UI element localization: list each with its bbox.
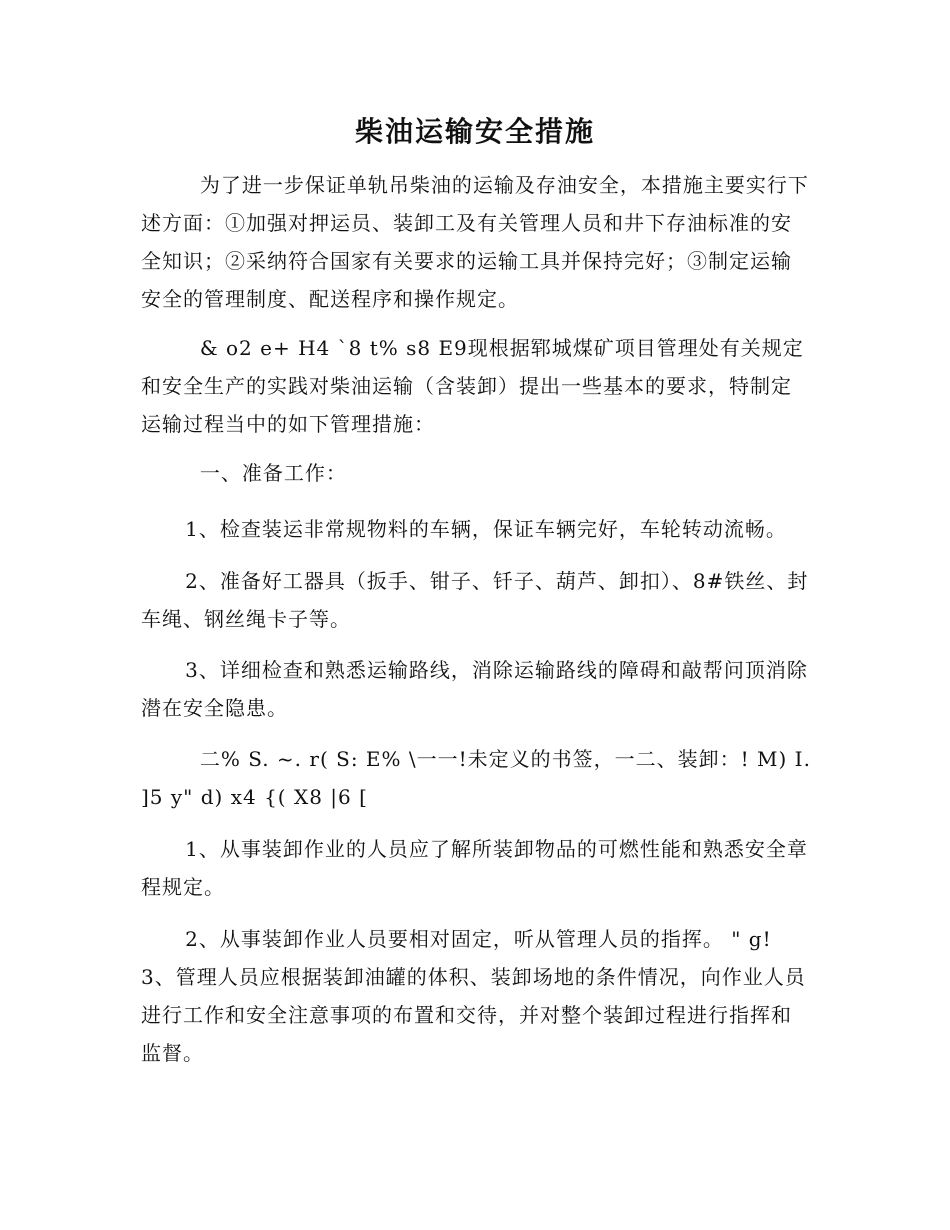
section-heading-preparation: 一、准备工作： xyxy=(141,461,347,485)
paragraph-prep-2: 2、准备好工器具（扳手、钳子、钎子、葫芦、卸扣）、8#铁丝、封车绳、钢丝绳卡子等。 xyxy=(141,569,809,631)
paragraph-prep-1: 1、检查装运非常规物料的车辆，保证车辆完好，车轮转动流畅。 xyxy=(141,517,787,541)
paragraph-prep-3: 3、详细检查和熟悉运输路线，消除运输路线的障碍和敲帮问顶消除潜在安全隐患。 xyxy=(141,658,808,720)
section-heading-loading: 二% S. ~. r( S: E% \一一!未定义的书签，一二、装卸：! M) I. ]5 y" d) x4 {( X8 |6 [ xyxy=(141,747,819,809)
paragraph-basis: & o2 e+ H4 `8 t% s8 E9现根据郓城煤矿项目管理处有关规定和安全生产的实践对柴油运输（含装卸）提出一些基本的要求，特制定运输过程当中的如下管理措施： xyxy=(141,336,804,436)
paragraph-load-2: 2、从事装卸作业人员要相对固定，听从管理人员的指挥。 " g! 3、管理人员应根据装卸油罐的体积、装卸场地的条件情况，向作业人员进行工作和安全注意事项的布置和交待，并对整个装卸过程进行指挥和监督。 xyxy=(141,927,806,1065)
paragraph-intro: 为了进一步保证单轨吊柴油的运输及存油安全，本措施主要实行下述方面：①加强对押运员、装卸工及有关管理人员和井下存油标准的安全知识；②采纳符合国家有关要求的运输工具并保持完好；③制定运输安全的管理制度、配送程序和操作规定。 xyxy=(141,173,809,311)
paragraph-load-1: 1、从事装卸作业的人员应了解所装卸物品的可燃性能和熟悉安全章程规定。 xyxy=(141,837,808,899)
document-title: 柴油运输安全措施 xyxy=(354,115,595,148)
